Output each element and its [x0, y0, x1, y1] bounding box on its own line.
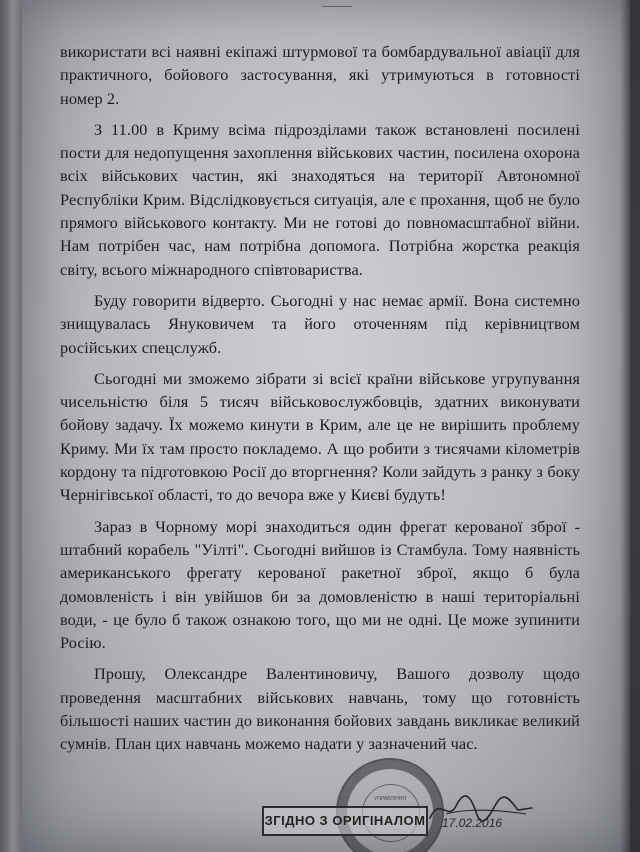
document-body: [60, 40, 580, 764]
seal-text: УПРАВЛІННЯ: [374, 796, 406, 802]
document-sheet: [22, 0, 630, 852]
paragraph-2: З 11.00 в Криму всіма підрозділами також встановлені посилені пости для недопущення захоплення військових частин, посилена охорона всіх військових частин, які знаходяться на території Автономної Республіки Крим. Відслідковується ситуація, але є прохання, щоб не було прямого військового контакту. Ми не готові до повномасштабної війни. Нам потрібен час, нам потрібна допомога. Потрібна жорстка реакція світу, всього міжнародного співтовариства.: [60, 119, 580, 279]
underlying-page-edge: [0, 0, 22, 852]
paragraph-3: Буду говорити відверто. Сьогодні у нас немає армії. Вона системно знищувалась Януковичем та його оточенням під керівництвом російських спецслужб.: [60, 290, 580, 357]
certification-stamp-area: [258, 776, 618, 852]
page-number-mark: [322, 0, 352, 7]
sheet-shadow-edge: [620, 0, 630, 852]
paragraph-5: Зараз в Чорному морі знаходиться один фрегат керованої зброї - штабний корабель "Уілті". Сьогодні вийшов із Стамбула. Тому наявність американського фрегату керованої ракетної зброї, якщо б була домовленість і він увійшов би за домовленістю в наші територіальні води, - це було б також ознакою того, що ми не одні. Це може зупинити Росію.: [60, 516, 580, 653]
certified-copy-stamp: ЗГІДНО З ОРИГІНАЛОМ: [262, 806, 428, 836]
stamp-date: 17.02.2016: [442, 816, 503, 830]
paragraph-6: Прошу, Олександре Валентиновичу, Вашого дозволу щодо проведення масштабних військових навчань, тому що готовність більшості наших частин до виконання бойових завдань викликає великий сумнів. План цих навчань можемо надати у зазначений час.: [60, 664, 580, 754]
paragraph-1: використати всі наявні екіпажі штурмової та бомбардувальної авіації для практичного, бойового застосування, які утримуються в готовності номер 2.: [60, 42, 580, 108]
paragraph-4: Сьогодні ми зможемо зібрати зі всієї країни військове угрупування чисельністю біля 5 тисяч військовослужбовців, здатних виконувати бойову задачу. Їх можемо кинути в Крим, але це не вирішить проблему Криму. Ми їх там просто покладемо. А що робити з тисячами кілометрів кордону та підготовкою Росії до вторгнення? Коли зайдуть з ранку з боку Чернігівської області, то до вечора вже у Києві будуть!: [60, 368, 580, 505]
